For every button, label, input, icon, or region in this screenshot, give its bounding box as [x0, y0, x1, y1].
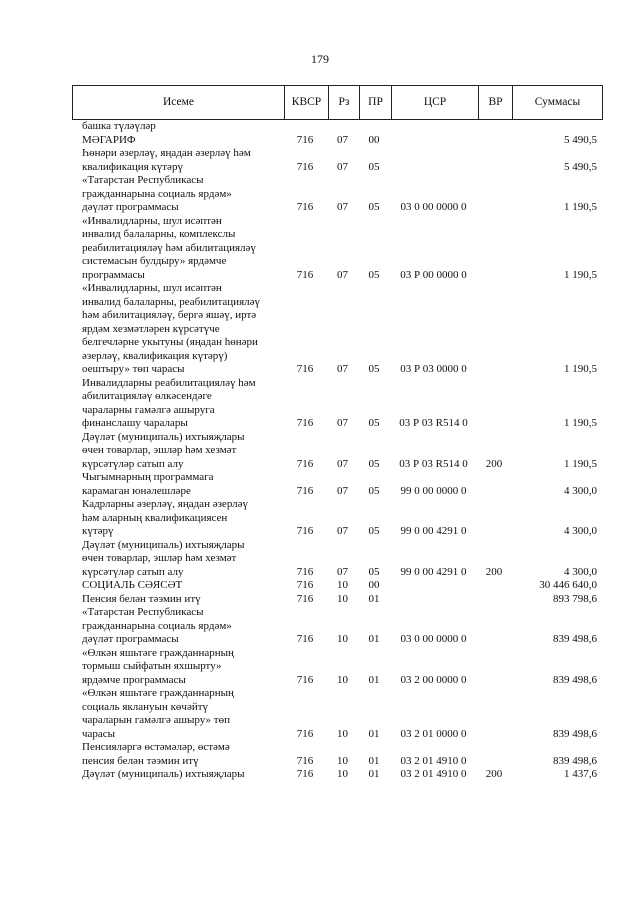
- row-rz: 07: [337, 201, 348, 213]
- row-pr: 05: [368, 417, 380, 429]
- row-pr: 05: [368, 160, 380, 173]
- row-vr: 200: [485, 565, 503, 578]
- row-name-line: пенсия белән тәэмин итү: [82, 754, 199, 767]
- row-kvsr: 716: [296, 484, 314, 497]
- row-kvsr: 716: [296, 133, 314, 146]
- row-name-line: инвалид балаларны, реабилитацияләү: [82, 295, 261, 308]
- row-name-line: «Татарстан Республикасы: [82, 174, 204, 186]
- row-name-line: абилитацияләү өлкәсендәге: [82, 390, 212, 402]
- row-pr: 01: [368, 673, 380, 686]
- row-name-line: өчен товарлар, эшләр һәм хезмәт: [82, 444, 237, 456]
- row-pr: 05: [368, 565, 380, 578]
- page-number: 179: [311, 52, 329, 66]
- row-rz: 07: [337, 457, 348, 470]
- row-name-line: белгечләрне укытуны (яңадан һөнәри: [82, 336, 258, 348]
- row-name-line: программасы: [82, 268, 145, 281]
- row-name: [82, 606, 286, 647]
- row-name-line: күтәрү: [82, 525, 114, 537]
- row-pr: 01: [368, 754, 380, 767]
- table-row: [72, 147, 603, 174]
- table-header: [72, 85, 603, 120]
- row-sum: 839 498,6: [553, 727, 597, 740]
- row-name-line: һәм абилитацияләү, бергә яшәү, иртә: [82, 309, 257, 321]
- row-kvsr: 716: [296, 673, 314, 686]
- row-sum: 1 190,5: [564, 417, 597, 429]
- header-csr: ЦСР: [391, 86, 478, 119]
- row-name: [82, 539, 286, 580]
- row-vr: 200: [485, 768, 503, 780]
- row-name-line: чарасы: [82, 727, 116, 740]
- row-csr: 03 Р 03 R514 0: [399, 457, 468, 470]
- table-row: [72, 539, 603, 580]
- row-rz: 10: [337, 592, 348, 605]
- row-sum: 1 190,5: [564, 363, 597, 375]
- row-name: [82, 768, 286, 782]
- row-csr: 03 Р 03 R514 0: [399, 417, 468, 429]
- table-row: [72, 741, 603, 768]
- row-name-line: реабилитацияләү һәм абилитацияләү: [82, 241, 256, 254]
- table-row: [72, 377, 603, 431]
- row-name-line: Кадрларны әзерләү, яңадан әзерләү: [82, 498, 249, 510]
- table-row: [72, 282, 603, 377]
- row-name-line: «Өлкән яшьтәге гражданнарның: [82, 646, 234, 659]
- row-name-line: Пенсия белән тәэмин итү: [82, 592, 201, 605]
- row-sum: 1 437,6: [564, 768, 597, 780]
- table-body: [72, 120, 603, 782]
- row-pr: 01: [368, 633, 380, 645]
- row-name-line: күрсәтүләр сатып алу: [82, 565, 184, 578]
- row-rz: 10: [337, 754, 348, 767]
- row-name-line: Дәүләт (муниципаль) ихтыяҗлары: [82, 430, 245, 443]
- table-row: [72, 647, 603, 688]
- row-name-line: Инвалидларны реабилитацияләү һәм: [82, 376, 256, 389]
- row-kvsr: 716: [296, 592, 314, 605]
- row-kvsr: 716: [296, 268, 314, 281]
- row-pr: 00: [368, 133, 380, 146]
- row-name-line: һәм аларның квалификациясен: [82, 511, 228, 524]
- row-rz: 07: [337, 565, 348, 578]
- row-sum: 30 446 640,0: [539, 579, 597, 591]
- table-row: [72, 134, 603, 148]
- row-name-line: дәүләт программасы: [82, 633, 179, 645]
- row-name: [82, 215, 286, 283]
- row-name-line: «Өлкән яшьтәге гражданнарның: [82, 687, 234, 699]
- row-sum: 839 498,6: [553, 673, 597, 686]
- row-name: [82, 579, 286, 593]
- row-name-line: социаль яклануын көчәйтү: [82, 700, 209, 713]
- row-sum: 1 190,5: [564, 201, 597, 213]
- row-name-line: гражданнарына социаль ярдәм»: [82, 619, 232, 632]
- row-pr: 01: [368, 768, 380, 780]
- row-kvsr: 716: [296, 579, 314, 591]
- row-sum: 4 300,0: [564, 565, 597, 578]
- row-name: [82, 593, 286, 607]
- row-csr: 03 2 01 4910 0: [400, 768, 467, 780]
- row-rz: 07: [337, 363, 348, 375]
- table-row: [72, 120, 603, 134]
- row-pr: 05: [368, 201, 380, 213]
- row-name-line: Һөнәри әзерләү, яңадан әзерләү һәм: [82, 147, 251, 159]
- row-csr: 99 0 00 0000 0: [400, 484, 467, 497]
- row-sum: 5 490,5: [564, 160, 597, 173]
- row-name-line: Пенсияләргә өстәмәләр, өстәмә: [82, 741, 230, 753]
- row-kvsr: 716: [296, 417, 314, 429]
- row-csr: 03 Р 03 0000 0: [400, 363, 467, 375]
- row-pr: 05: [368, 363, 380, 375]
- row-rz: 10: [337, 633, 348, 645]
- row-name: [82, 471, 286, 498]
- row-name: [82, 431, 286, 472]
- row-rz: 07: [337, 525, 348, 537]
- row-name-line: өчен товарлар, эшләр һәм хезмәт: [82, 552, 237, 564]
- row-name-line: тормыш сыйфатын яхшырту»: [82, 660, 222, 672]
- header-rz: Рз: [328, 86, 359, 119]
- row-pr: 05: [368, 268, 380, 281]
- row-rz: 10: [337, 673, 348, 686]
- row-csr: 99 0 00 4291 0: [400, 565, 467, 578]
- row-vr: 200: [485, 457, 503, 470]
- row-name-line: чараларын гамәлгә ашыру» төп: [82, 714, 230, 726]
- row-kvsr: 716: [296, 457, 314, 470]
- row-kvsr: 716: [296, 754, 314, 767]
- row-rz: 07: [337, 484, 348, 497]
- row-rz: 07: [337, 417, 348, 429]
- row-name-line: «Татарстан Республикасы: [82, 606, 204, 618]
- row-csr: 03 0 00 0000 0: [400, 633, 467, 645]
- row-kvsr: 716: [296, 201, 314, 213]
- row-name: [82, 174, 286, 215]
- row-pr: 01: [368, 592, 380, 605]
- table-row: [72, 606, 603, 647]
- row-pr: 05: [368, 525, 380, 537]
- row-pr: 05: [368, 484, 380, 497]
- row-sum: 839 498,6: [553, 633, 597, 645]
- row-name: [82, 647, 286, 688]
- row-csr: 03 0 00 0000 0: [400, 201, 467, 213]
- row-pr: 05: [368, 457, 380, 470]
- row-csr: 99 0 00 4291 0: [400, 525, 467, 537]
- row-rz: 07: [337, 133, 348, 146]
- row-pr: 00: [368, 579, 380, 591]
- header-pr: ПР: [359, 86, 391, 119]
- row-name-line: СОЦИАЛЬ СӘЯСӘТ: [82, 579, 183, 591]
- row-name: [82, 377, 286, 431]
- row-name-line: ярдәмче программасы: [82, 673, 186, 686]
- row-name-line: Чыгымнарның программага: [82, 471, 214, 483]
- row-name: [82, 741, 286, 768]
- row-name-line: «Инвалидларны, шул исәптән: [82, 214, 222, 227]
- row-csr: 03 2 01 0000 0: [400, 727, 467, 740]
- row-csr: 03 2 00 0000 0: [400, 673, 467, 686]
- row-name-line: Дәүләт (муниципаль) ихтыяҗлары: [82, 538, 245, 551]
- row-name-line: ярдәм хезмәтләрен күрсәтүче: [82, 322, 220, 335]
- table-row: [72, 498, 603, 539]
- row-rz: 10: [337, 727, 348, 740]
- row-kvsr: 716: [296, 525, 314, 537]
- header-name: Исеме: [162, 96, 195, 108]
- budget-table: [72, 85, 603, 782]
- row-kvsr: 716: [296, 727, 314, 740]
- header-vr: ВР: [478, 86, 512, 119]
- header-kvsr: КВСР: [284, 86, 328, 119]
- row-name-line: системасын булдыру» ярдәмче: [82, 255, 227, 267]
- row-sum: 4 300,0: [564, 525, 597, 537]
- row-csr: 03 2 01 4910 0: [400, 754, 467, 767]
- row-name-line: әзерләү, квалификация күтәрү): [82, 349, 228, 362]
- header-sum: Суммасы: [512, 86, 602, 119]
- row-name: [82, 134, 286, 148]
- row-name: [82, 687, 286, 741]
- row-rz: 07: [337, 160, 348, 173]
- row-name-line: Дәүләт (муниципаль) ихтыяҗлары: [82, 768, 245, 780]
- row-sum: 893 798,6: [553, 592, 597, 605]
- row-name-line: оештыру» төп чарасы: [82, 363, 185, 375]
- row-name-line: квалификация күтәрү: [82, 160, 183, 173]
- table-row: [72, 174, 603, 215]
- row-csr: 03 Р 00 0000 0: [400, 268, 467, 281]
- row-kvsr: 716: [296, 633, 314, 645]
- table-row: [72, 471, 603, 498]
- row-name: [82, 147, 286, 174]
- row-name-line: гражданнарына социаль ярдәм»: [82, 187, 232, 200]
- row-name-line: дәүләт программасы: [82, 201, 179, 213]
- row-name-line: «Инвалидларны, шул исәптән: [82, 282, 222, 294]
- row-rz: 10: [337, 768, 348, 780]
- row-rz: 07: [337, 268, 348, 281]
- row-sum: 1 190,5: [564, 457, 597, 470]
- row-kvsr: 716: [296, 160, 314, 173]
- row-sum: 5 490,5: [564, 133, 597, 146]
- row-name-line: башка түләүләр: [82, 120, 156, 132]
- table-row: [72, 593, 603, 607]
- row-sum: 4 300,0: [564, 484, 597, 497]
- row-sum: 1 190,5: [564, 268, 597, 281]
- row-name-line: инвалид балаларны, комплекслы: [82, 228, 236, 240]
- row-name-line: финанслашу чаралары: [82, 417, 188, 429]
- table-row: [72, 768, 603, 782]
- row-name-line: карамаган юнәлешләре: [82, 484, 191, 497]
- table-row: [72, 579, 603, 593]
- row-name-line: МӘГАРИФ: [82, 133, 136, 146]
- row-name: [82, 120, 286, 134]
- row-kvsr: 716: [296, 768, 314, 780]
- row-name-line: чараларны гамәлгә ашыруга: [82, 403, 215, 416]
- table-row: [72, 687, 603, 741]
- row-name: [82, 282, 286, 377]
- row-rz: 10: [337, 579, 348, 591]
- row-pr: 01: [368, 727, 380, 740]
- table-row: [72, 431, 603, 472]
- row-name: [82, 498, 286, 539]
- table-row: [72, 215, 603, 283]
- row-sum: 839 498,6: [553, 754, 597, 767]
- row-kvsr: 716: [296, 363, 314, 375]
- row-name-line: күрсәтүләр сатып алу: [82, 457, 184, 470]
- row-kvsr: 716: [296, 565, 314, 578]
